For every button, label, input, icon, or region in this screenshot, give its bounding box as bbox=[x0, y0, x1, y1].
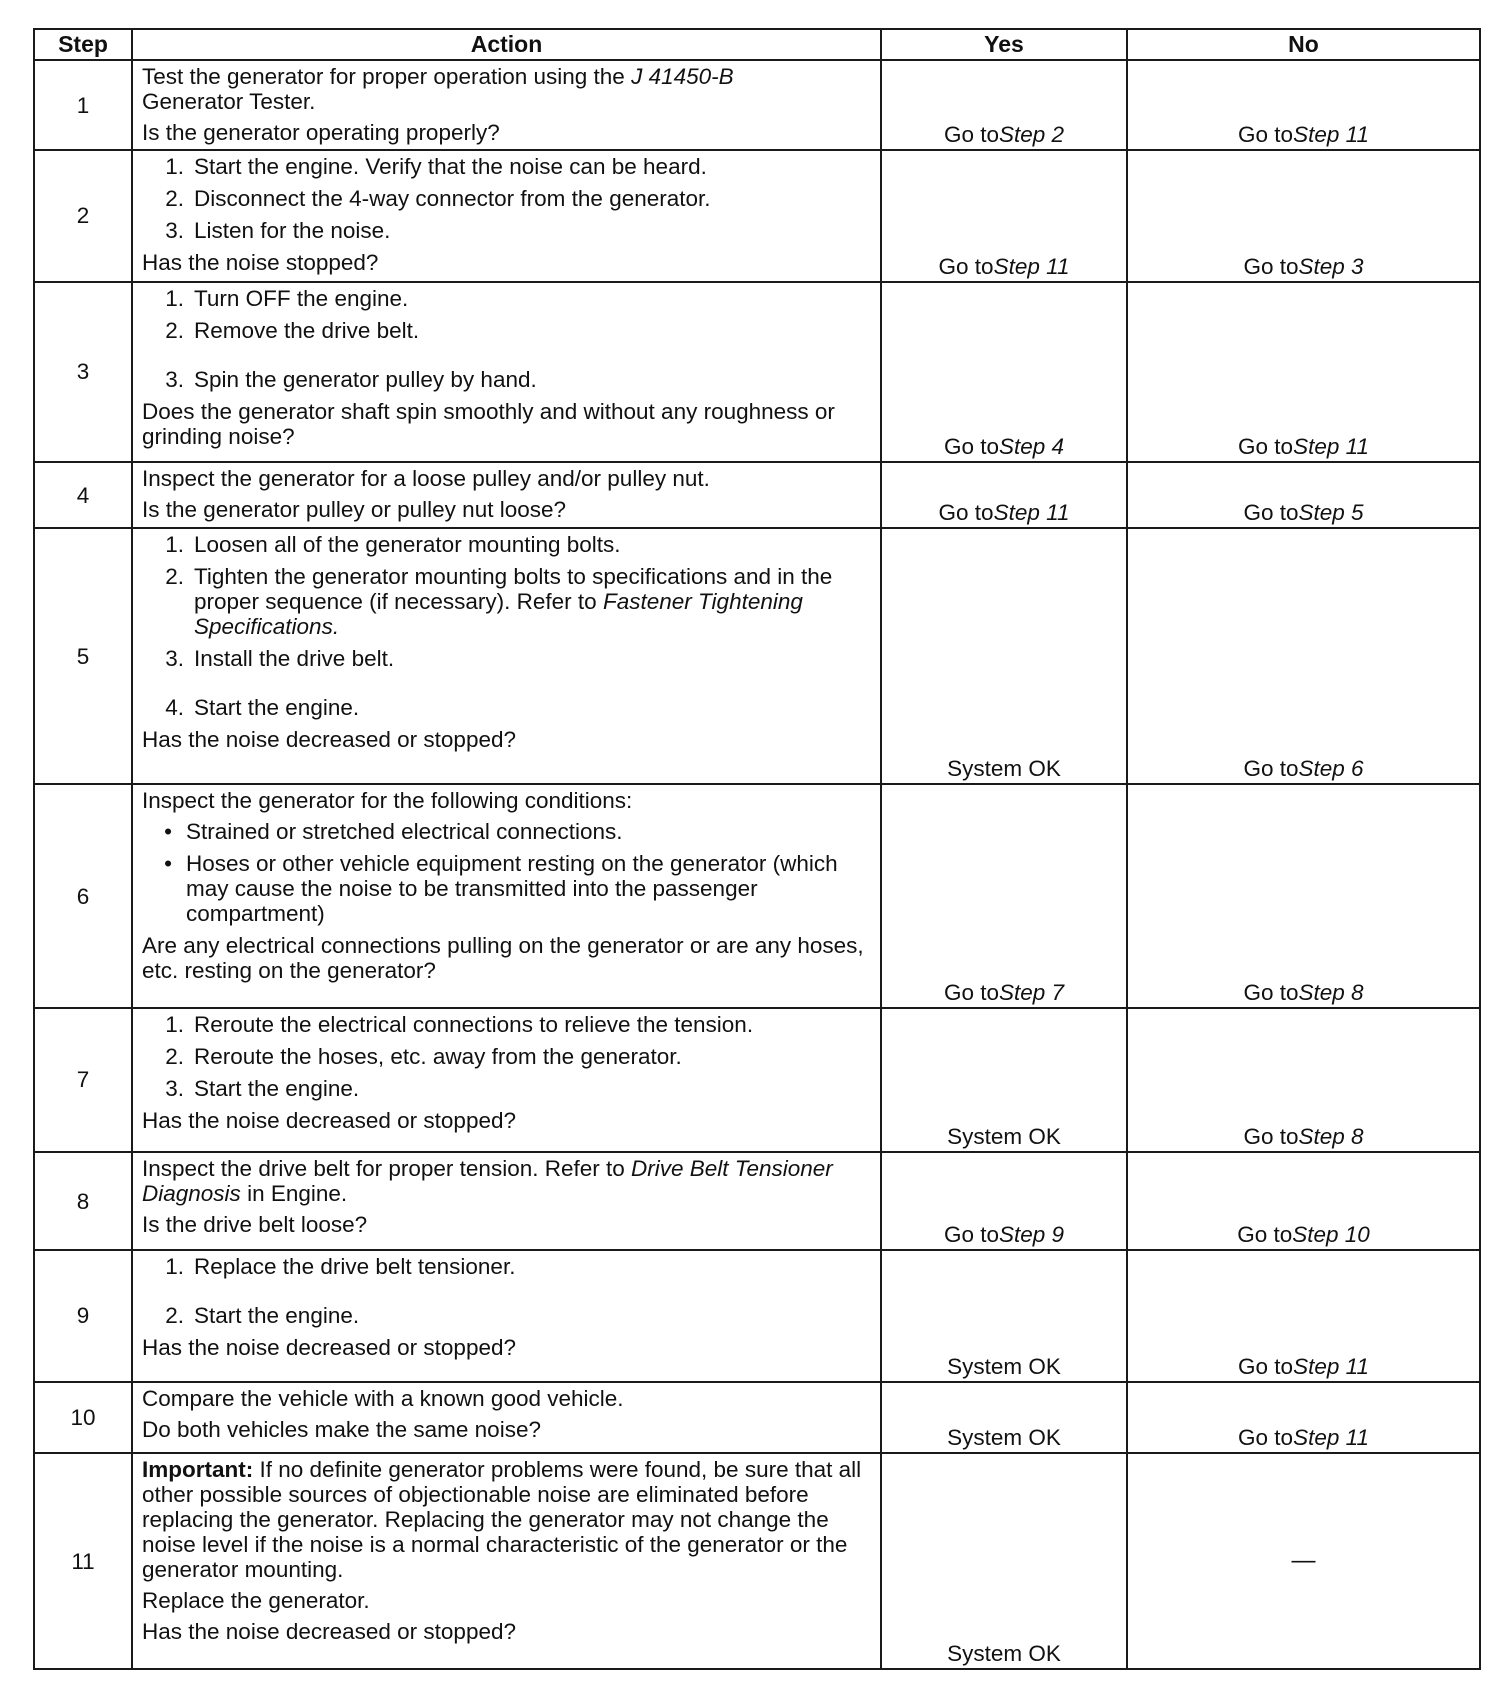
table-row bbox=[34, 1152, 1480, 1251]
step-number: 5 bbox=[34, 528, 132, 785]
action-text: Compare the vehicle with a known good vehicle. bbox=[142, 1385, 624, 1411]
action-cell bbox=[132, 60, 881, 150]
yes-link[interactable]: Go toStep 2 bbox=[943, 122, 1065, 148]
action-question: Are any electrical connections pulling on the generator or are any hoses, etc. resting on the generator? bbox=[142, 933, 864, 984]
yes-cell bbox=[881, 1152, 1127, 1251]
yes-link[interactable]: Go toStep 11 bbox=[938, 253, 1070, 279]
action-question: Has the noise decreased or stopped? bbox=[142, 726, 516, 752]
list-item: 1. Reroute the electrical connections to relieve the tension. bbox=[165, 1012, 754, 1038]
no-link[interactable]: Go toStep 11 bbox=[1238, 1353, 1369, 1379]
step-number: 6 bbox=[34, 784, 132, 1008]
action-cell bbox=[132, 528, 881, 785]
action-question: Is the drive belt loose? bbox=[142, 1211, 368, 1237]
no-cell bbox=[1127, 60, 1480, 150]
header-yes: Yes bbox=[881, 29, 1127, 60]
no-link[interactable]: Go toStep 11 bbox=[1238, 434, 1369, 460]
yes-result: System OK bbox=[947, 756, 1061, 782]
action-cell bbox=[132, 282, 881, 463]
no-link[interactable]: Go toStep 6 bbox=[1243, 756, 1364, 782]
action-cell bbox=[132, 1382, 881, 1454]
header-no: No bbox=[1127, 29, 1480, 60]
header-action: Action bbox=[132, 29, 881, 60]
no-link[interactable]: Go toStep 10 bbox=[1237, 1222, 1370, 1248]
yes-cell bbox=[881, 1382, 1127, 1454]
spec-reference: Fastener Tightening Specifications. bbox=[194, 588, 803, 639]
bullet-list bbox=[142, 819, 872, 926]
action-question: Has the noise decreased or stopped? bbox=[142, 1108, 516, 1134]
action-question: Has the noise stopped? bbox=[142, 250, 379, 276]
step-number: 3 bbox=[34, 282, 132, 463]
yes-cell bbox=[881, 60, 1127, 150]
yes-link[interactable]: Go toStep 7 bbox=[943, 980, 1065, 1006]
action-text: Test the generator for proper operation using the J 41450-B Generator Tester. bbox=[142, 64, 734, 114]
yes-result: System OK bbox=[947, 1425, 1061, 1451]
step-number: 8 bbox=[34, 1152, 132, 1251]
action-question: Do both vehicles make the same noise? bbox=[142, 1416, 541, 1442]
yes-cell bbox=[881, 150, 1127, 281]
list-item: 3. Start the engine. bbox=[165, 1076, 360, 1102]
action-question: Is the generator operating properly? bbox=[142, 120, 500, 145]
list-item: 1. Turn OFF the engine. bbox=[165, 285, 409, 311]
step-number: 4 bbox=[34, 462, 132, 528]
step-number: 2 bbox=[34, 150, 132, 281]
step-number: 7 bbox=[34, 1008, 132, 1152]
no-cell bbox=[1127, 150, 1480, 281]
no-link[interactable]: Go toStep 5 bbox=[1243, 499, 1364, 525]
list-item: 2. Tighten the generator mounting bolts to specifications and in the proper sequence (if necessary). Refer to Fastener Tightening Specifications. bbox=[165, 563, 833, 639]
tool-reference: J 41450-B bbox=[631, 64, 734, 89]
action-question: Has the noise decreased or stopped? bbox=[142, 1619, 516, 1645]
no-cell bbox=[1127, 462, 1480, 528]
yes-cell bbox=[881, 1250, 1127, 1381]
important-note: Important: If no definite generator problems were found, be sure that all other possible sources of objectionable noise are eliminated before replacing the generator. Replacing the generator may not change the noise level if the noise is a normal characteristic of the generator or the generator mounting. bbox=[142, 1457, 862, 1583]
yes-link[interactable]: Go toStep 11 bbox=[938, 499, 1070, 525]
action-cell bbox=[132, 150, 881, 281]
yes-link[interactable]: Go toStep 9 bbox=[943, 1222, 1065, 1248]
header-row bbox=[34, 29, 1480, 60]
table-row bbox=[34, 528, 1480, 785]
action-cell bbox=[132, 1152, 881, 1251]
list-item: 3. Install the drive belt. bbox=[165, 645, 395, 671]
action-question: Does the generator shaft spin smoothly and without any roughness or grinding noise? bbox=[142, 398, 835, 449]
yes-cell bbox=[881, 528, 1127, 785]
action-text: Replace the generator. bbox=[142, 1588, 370, 1614]
important-label: Important: bbox=[142, 1457, 254, 1483]
numbered-list bbox=[142, 154, 872, 243]
yes-result: System OK bbox=[947, 1353, 1061, 1379]
table-row bbox=[34, 1250, 1480, 1381]
table-row bbox=[34, 60, 1480, 150]
numbered-list bbox=[142, 1012, 872, 1101]
action-text: Inspect the generator for the following conditions: bbox=[142, 788, 633, 814]
no-link[interactable]: Go toStep 11 bbox=[1238, 1425, 1369, 1451]
doc-reference: Drive Belt Tensioner Diagnosis bbox=[142, 1155, 833, 1206]
no-cell bbox=[1127, 1250, 1480, 1381]
no-cell bbox=[1127, 784, 1480, 1008]
action-cell bbox=[132, 462, 881, 528]
no-link[interactable]: Go toStep 3 bbox=[1243, 253, 1364, 279]
list-item: 3. Spin the generator pulley by hand. bbox=[165, 366, 537, 392]
list-item: 2. Reroute the hoses, etc. away from the generator. bbox=[165, 1044, 682, 1070]
header-step: Step bbox=[34, 29, 132, 60]
table-row bbox=[34, 462, 1480, 528]
list-item: 2. Start the engine. bbox=[165, 1303, 360, 1329]
table-row bbox=[34, 150, 1480, 281]
action-cell bbox=[132, 1008, 881, 1152]
numbered-list bbox=[142, 1254, 872, 1328]
list-item: 4. Start the engine. bbox=[165, 694, 360, 720]
list-item: 1. Start the engine. Verify that the noise can be heard. bbox=[165, 154, 707, 180]
list-item: • Strained or stretched electrical connections. bbox=[164, 819, 623, 845]
action-question: Is the generator pulley or pulley nut loose? bbox=[142, 497, 567, 523]
no-cell bbox=[1127, 1453, 1480, 1669]
no-cell bbox=[1127, 1008, 1480, 1152]
list-item: 1. Loosen all of the generator mounting bolts. bbox=[165, 531, 621, 557]
table-row bbox=[34, 282, 1480, 463]
action-text: Inspect the generator for a loose pulley and/or pulley nut. bbox=[142, 466, 710, 492]
no-link[interactable]: Go toStep 8 bbox=[1243, 1123, 1364, 1149]
step-number: 1 bbox=[34, 60, 132, 150]
table-row bbox=[34, 1008, 1480, 1152]
list-item: 3. Listen for the noise. bbox=[165, 218, 391, 244]
yes-cell bbox=[881, 282, 1127, 463]
yes-result: System OK bbox=[947, 1123, 1061, 1149]
numbered-list bbox=[142, 286, 872, 392]
yes-cell bbox=[881, 1008, 1127, 1152]
no-cell bbox=[1127, 528, 1480, 785]
action-cell bbox=[132, 784, 881, 1008]
table-row bbox=[34, 1453, 1480, 1669]
no-link[interactable]: Go toStep 8 bbox=[1243, 980, 1364, 1006]
yes-cell bbox=[881, 462, 1127, 528]
no-cell bbox=[1127, 282, 1480, 463]
step-number: 10 bbox=[34, 1382, 132, 1454]
diagnostic-table bbox=[33, 28, 1481, 1670]
yes-result: System OK bbox=[947, 1641, 1061, 1666]
list-item: 2. Remove the drive belt. bbox=[165, 317, 420, 343]
action-cell bbox=[132, 1250, 881, 1381]
action-question: Has the noise decreased or stopped? bbox=[142, 1335, 516, 1361]
no-result: — bbox=[1291, 1546, 1316, 1574]
action-text: Inspect the drive belt for proper tension. Refer to Drive Belt Tensioner Diagnosis in Engine. bbox=[142, 1155, 833, 1206]
table-row bbox=[34, 1382, 1480, 1454]
list-item: 2. Disconnect the 4-way connector from the generator. bbox=[165, 186, 711, 212]
list-item: 1. Replace the drive belt tensioner. bbox=[165, 1254, 516, 1280]
yes-link[interactable]: Go toStep 4 bbox=[943, 434, 1065, 460]
numbered-list bbox=[142, 532, 872, 720]
step-number: 11 bbox=[34, 1453, 132, 1669]
table-row bbox=[34, 784, 1480, 1008]
action-cell bbox=[132, 1453, 881, 1669]
list-item: • Hoses or other vehicle equipment resting on the generator (which may cause the noise to be transmitted into the passenger compartment) bbox=[164, 851, 838, 927]
yes-cell bbox=[881, 784, 1127, 1008]
no-cell bbox=[1127, 1152, 1480, 1251]
no-link[interactable]: Go toStep 11 bbox=[1238, 122, 1369, 148]
no-cell bbox=[1127, 1382, 1480, 1454]
yes-cell bbox=[881, 1453, 1127, 1669]
step-number: 9 bbox=[34, 1250, 132, 1381]
